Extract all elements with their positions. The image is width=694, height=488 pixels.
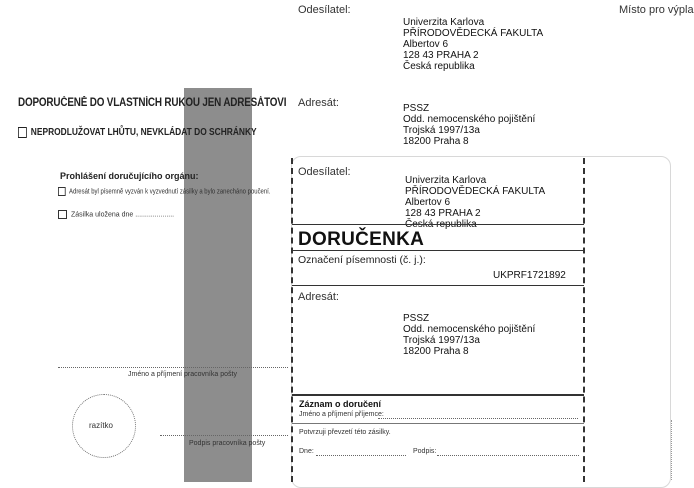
record-top-rule <box>292 394 584 396</box>
courier-name-line <box>58 367 288 368</box>
recipient-line: PSSZ <box>403 103 430 114</box>
option2-row <box>58 210 174 219</box>
slip-sender-line: 128 43 PRAHA 2 <box>405 208 481 219</box>
title-top-rule <box>292 224 584 225</box>
doc-ref-label: Označení písemnosti (č. j.): <box>298 254 426 266</box>
slip-sender-label: Odesílatel: <box>298 166 351 178</box>
slip-sender-line: Albertov 6 <box>405 197 451 208</box>
sender-line: 128 43 PRAHA 2 <box>403 50 479 61</box>
slip-recipient-address <box>403 313 535 357</box>
declaration-title: Prohlášení doručujícího orgánu: <box>60 171 199 181</box>
slip-sender-line: Univerzita Karlova <box>405 175 487 186</box>
option1-checkbox[interactable] <box>58 187 66 196</box>
record-title: Záznam o doručení <box>299 399 382 409</box>
slip-title: DORUČENKA <box>298 229 425 250</box>
courier-sign-label: Podpis pracovníka pošty <box>189 440 266 447</box>
slip-dashed-left <box>291 158 293 482</box>
courier-sign-line <box>160 435 288 436</box>
edge-marks <box>671 420 678 480</box>
recipient-label: Adresát: <box>298 97 339 109</box>
no-extend-row <box>18 126 257 138</box>
no-extend-text: NEPRODLUŽOVAT LHŮTU, NEVKLÁDAT DO SCHRÁNKY <box>30 126 257 138</box>
record-sign-line <box>437 455 579 456</box>
slip-recipient-line: Odd. nemocenského pojištění <box>403 324 536 335</box>
record-date-line <box>316 455 406 456</box>
option2-text: Zásilka uložena dne .................... <box>71 211 175 219</box>
ref-bottom-rule <box>292 285 584 286</box>
slip-recipient-line: Trojská 1997/13a <box>403 335 480 346</box>
slip-sender-line: Česká republika <box>405 219 477 230</box>
stamp-label: razítko <box>89 421 114 430</box>
record-name-line <box>378 418 578 419</box>
courier-name-label: Jméno a příjmení pracovníka pošty <box>128 371 237 378</box>
slip-sender-line: PŘÍRODOVĚDECKÁ FAKULTA <box>405 186 546 197</box>
sender-line: PŘÍRODOVĚDECKÁ FAKULTA <box>403 28 544 39</box>
sender-address <box>403 17 543 72</box>
slip-recipient-line: 18200 Praha 8 <box>403 346 469 357</box>
doc-ref-value: UKPRF1721892 <box>493 270 566 281</box>
sender-line: Univerzita Karlova <box>403 17 485 28</box>
recipient-address <box>403 103 535 147</box>
no-extend-checkbox[interactable] <box>18 127 27 138</box>
record-date-label: Dne: <box>299 448 314 455</box>
gray-band <box>184 88 252 482</box>
slip-sender-address <box>405 175 545 230</box>
record-confirm: Potvrzuji převzetí této zásilky. <box>299 429 391 436</box>
record-name-label: Jméno a příjmení příjemce: <box>299 411 384 418</box>
sender-line: Česká republika <box>403 61 475 72</box>
option1-row <box>58 187 270 196</box>
stamp-place-label: Místo pro výpla <box>619 4 694 16</box>
record-mid-rule <box>292 423 584 424</box>
recipient-line: 18200 Praha 8 <box>403 136 469 147</box>
slip-recipient-line: PSSZ <box>403 313 430 324</box>
record-sign-label: Podpis: <box>413 448 437 455</box>
recipient-line: Odd. nemocenského pojištění <box>403 114 536 125</box>
slip-dashed-right <box>583 158 585 482</box>
recipient-line: Trojská 1997/13a <box>403 125 480 136</box>
title-bottom-rule <box>292 250 584 251</box>
option2-checkbox[interactable] <box>58 210 67 219</box>
sender-label: Odesílatel: <box>298 4 351 16</box>
delivery-heading: DOPORUČENĚ DO VLASTNÍCH RUKOU JEN ADRESÁTOVI <box>18 97 287 109</box>
option1-text: Adresát byl písemně vyzván k vyzvednutí zásilky a bylo zanecháno poučení. <box>69 188 271 196</box>
slip-recipient-label: Adresát: <box>298 291 339 303</box>
sender-line: Albertov 6 <box>403 39 449 50</box>
